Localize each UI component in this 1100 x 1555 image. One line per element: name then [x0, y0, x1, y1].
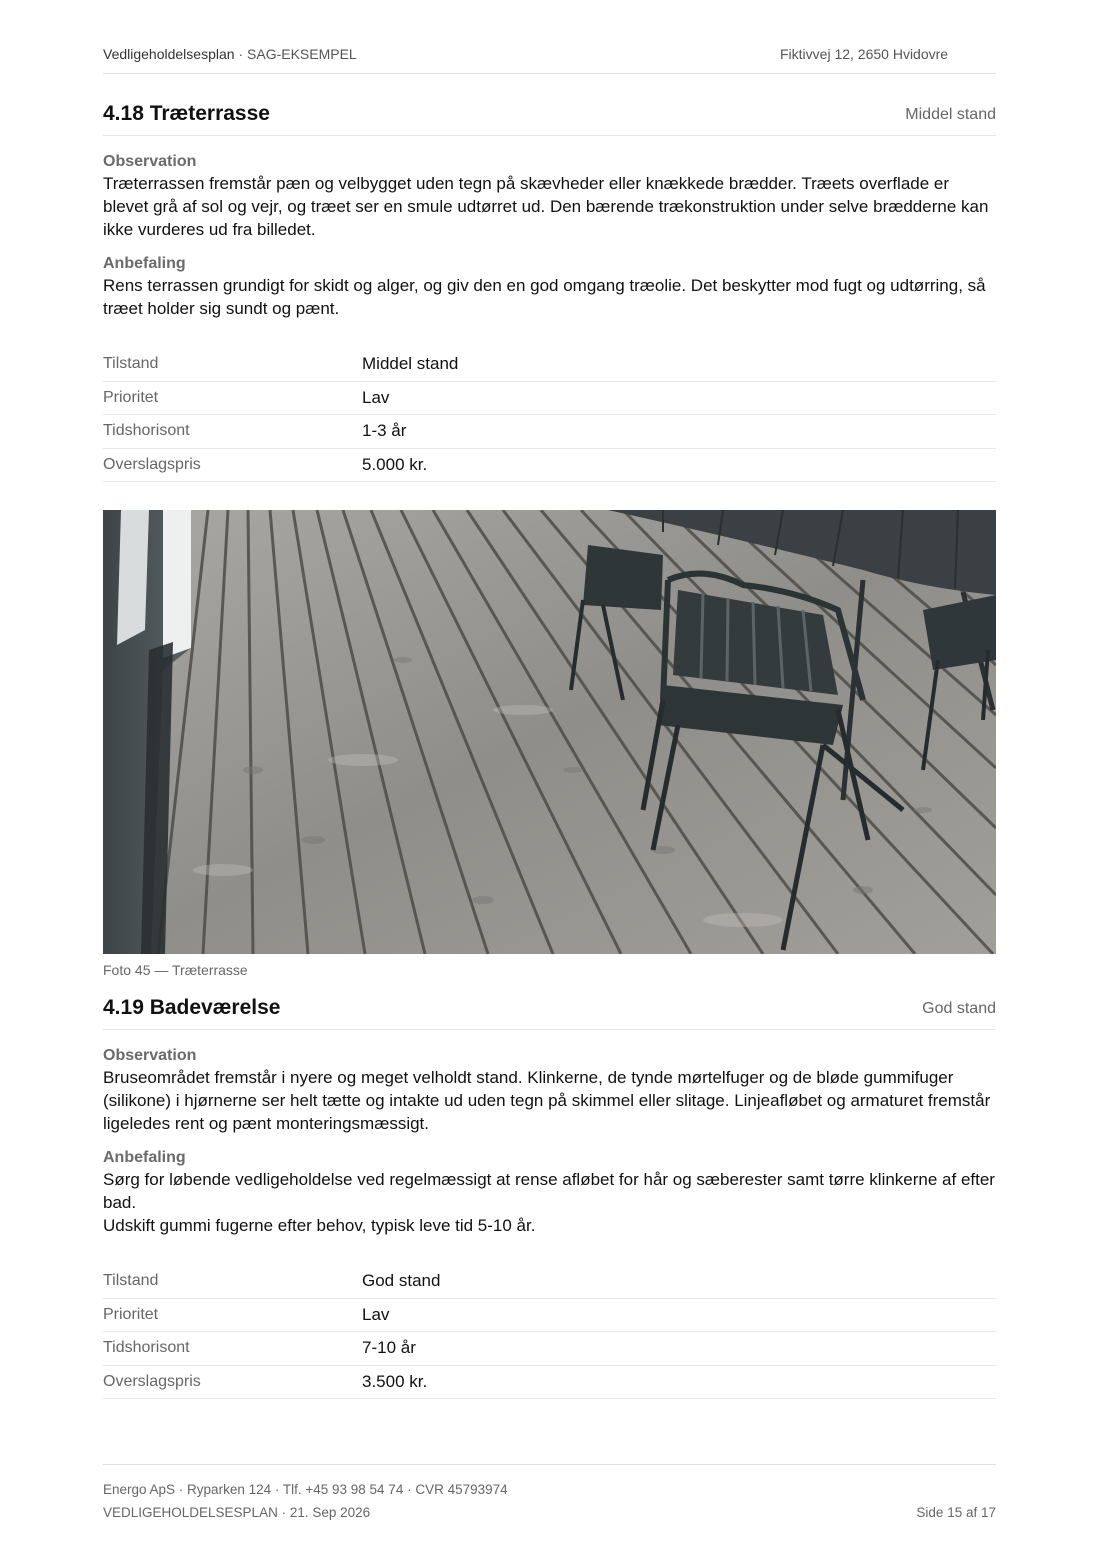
- row-key: Overslagspris: [103, 1372, 201, 1390]
- section-badevaerelse: [103, 996, 996, 1391]
- row-value: Lav: [362, 1304, 390, 1324]
- details-table: [103, 1265, 996, 1399]
- footer-doc-line: VEDLIGEHOLDELSESPLAN · 21. Sep 2026: [103, 1505, 371, 1520]
- observation-text: Træterrassen fremstår pæn og velbygget uden tegn på skævheder eller knækkede brædder. Træets overflade er blevet grå af sol og vejr, og træet ser en smule udtørret ud. Den bærende trækonstruktion under selve brædderne kan ikke vurderes ud fra billedet.: [103, 174, 989, 239]
- header-address: Fiktivvej 12, 2650 Hvidovre: [780, 46, 949, 62]
- section-status: God stand: [922, 1000, 996, 1017]
- recommendation-block: [103, 254, 996, 320]
- footer-company-line: Energo ApS · Ryparken 124 · Tlf. +45 93 98 54 74 · CVR 45793974: [103, 1482, 508, 1497]
- row-value: 5.000 kr.: [362, 454, 428, 474]
- row-value: 1-3 år: [362, 421, 407, 440]
- row-key: Tilstand: [103, 1272, 159, 1289]
- row-value: Middel stand: [362, 354, 459, 373]
- page-footer: [103, 1464, 996, 1520]
- row-key: Tidshorisont: [103, 1339, 190, 1356]
- table-row: [103, 348, 996, 382]
- section-title: 4.18 Træterrasse: [103, 102, 270, 125]
- section-traeterrasse: [103, 102, 996, 474]
- observation-text: Bruseområdet fremstår i nyere og meget velholdt stand. Klinkerne, de tynde mørtelfuger og de bløde gummifuger (silikone) i hjørnerne ser helt tætte og intakte ud uden tegn på skimmel eller slitage. Linjeafløbet og armaturet fremstår ligeledes rent og pænt monteringsmæssigt.: [103, 1068, 991, 1133]
- observation-label: Observation: [103, 153, 197, 170]
- row-key: Overslagspris: [103, 455, 201, 473]
- header-doc-info: [103, 46, 357, 62]
- observation-block: [103, 1046, 996, 1135]
- row-value: 7-10 år: [362, 1338, 416, 1357]
- page-header: [103, 46, 996, 74]
- header-doc-title: Vedligeholdelsesplan: [103, 46, 235, 62]
- table-row: [103, 1332, 996, 1366]
- section-title: 4.19 Badeværelse: [103, 996, 281, 1019]
- recommendation-text: Udskift gummi fugerne efter behov, typisk leve tid 5-10 år.: [103, 1216, 536, 1235]
- table-row: [103, 449, 996, 483]
- row-value: 3.500 kr.: [362, 1371, 428, 1391]
- header-separator: ·: [234, 46, 248, 62]
- terrace-photo-illustration: [103, 510, 996, 954]
- observation-block: [103, 152, 996, 241]
- header-case-label: SAG-EKSEMPEL: [247, 46, 357, 62]
- row-key: Tilstand: [103, 355, 159, 372]
- section-status: Middel stand: [905, 106, 996, 123]
- details-table: [103, 348, 996, 482]
- page-number: Side 15 af 17: [916, 1505, 996, 1520]
- table-row: [103, 1265, 996, 1299]
- row-key: Tidshorisont: [103, 422, 190, 439]
- table-row: [103, 415, 996, 449]
- recommendation-text: Rens terrassen grundigt for skidt og alger, og giv den en god omgang træolie. Det beskytter mod fugt og udtørring, så træet holder sig sundt og pænt.: [103, 276, 986, 318]
- row-value: God stand: [362, 1271, 441, 1290]
- section-heading: [103, 996, 996, 1030]
- terrace-photo: [103, 510, 996, 954]
- recommendation-text: Sørg for løbende vedligeholdelse ved regelmæssigt at rense afløbet for hår og sæberester samt tørre klinkerne af efter bad.: [103, 1170, 995, 1212]
- recommendation-block: [103, 1148, 996, 1237]
- row-value: Lav: [362, 387, 390, 407]
- recommendation-label: Anbefaling: [103, 1149, 186, 1166]
- table-row: [103, 1366, 996, 1400]
- row-key: Prioritet: [103, 1305, 159, 1323]
- recommendation-label: Anbefaling: [103, 255, 186, 272]
- section-heading: [103, 102, 996, 136]
- photo-caption: Foto 45 — Træterrasse: [103, 962, 248, 978]
- table-row: [103, 1299, 996, 1333]
- table-row: [103, 382, 996, 416]
- observation-label: Observation: [103, 1047, 197, 1064]
- report-page: [103, 0, 996, 1555]
- row-key: Prioritet: [103, 388, 159, 406]
